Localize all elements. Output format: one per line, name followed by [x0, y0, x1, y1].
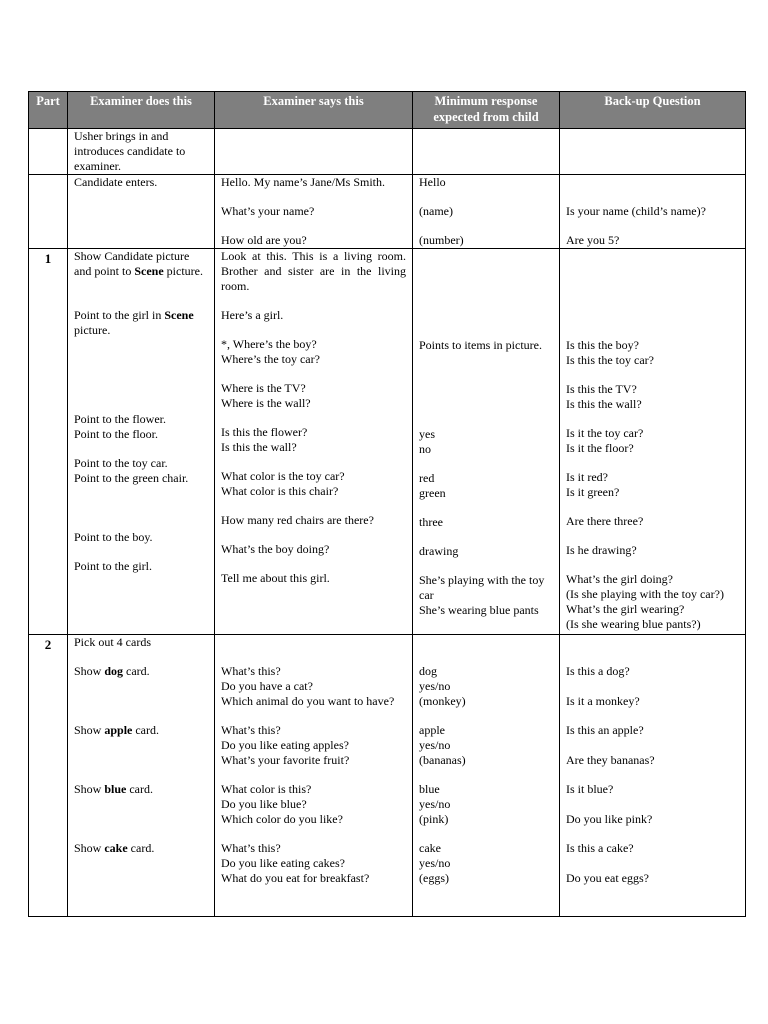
- part-number: 1: [29, 249, 68, 635]
- header-minimum-response: Minimum response expected from child: [413, 92, 560, 129]
- says-line: How old are you?: [221, 233, 307, 247]
- min-line: Hello: [419, 175, 446, 189]
- cell-says: What’s this? Do you have a cat? Which animal do you want to have? What’s this? Do you like eating apples? What’s your favorite fruit? What color is this? Do you like blue? Which color do you like? What’s this? Do you like eating cakes? What do you eat for breakfast?: [215, 635, 413, 917]
- cell-backup: [560, 175, 746, 249]
- says-line: Hello. My name’s Jane/Ms Smith.: [221, 175, 385, 189]
- cell-does: Pick out 4 cards Show dog card. Show apple card. Show blue card. Show cake card.: [68, 635, 215, 917]
- cell-does: Show Candidate picture and point to Scene picture. Point to the girl in Scene picture. Point to the flower. Point to the floor. Point to the toy car. Point to the green chair. Point to the boy. Point to the girl.: [68, 249, 215, 635]
- header-backup-question: Back-up Question: [560, 92, 746, 129]
- backup-line: Are you 5?: [566, 233, 620, 247]
- header-examiner-says: Examiner says this: [215, 92, 413, 129]
- part-number: 2: [29, 635, 68, 917]
- min-line: (number): [419, 233, 464, 247]
- cell-says: [215, 175, 413, 249]
- says-line: What’s your name?: [221, 204, 315, 218]
- exam-script-table: [28, 91, 746, 917]
- cell-min: Points to items in picture. yes no red green three drawing She’s playing with the toy car She’s wearing blue pants: [413, 249, 560, 635]
- table-row: [29, 175, 746, 249]
- cell-says: Look at this. This is a living room. Brother and sister are in the living room. Here’s a girl. *, Where’s the boy? Where’s the toy car? Where is the TV? Where is the wall? Is this the flower? Is this the wall? What color is the toy car? What color is this chair? How many red chairs are there? What’s the boy doing? Tell me about this girl.: [215, 249, 413, 635]
- header-part: Part: [29, 92, 68, 129]
- table-row-part-2: [29, 635, 746, 917]
- header-row: [29, 92, 746, 129]
- backup-line: Is your name (child’s name)?: [566, 204, 706, 218]
- table-row-part-1: [29, 249, 746, 635]
- cell-does: Usher brings in and introduces candidate to examiner.: [68, 129, 215, 175]
- cell-min: [413, 175, 560, 249]
- exam-script-page: [28, 91, 745, 917]
- cell-backup: Is this the boy? Is this the toy car? Is this the TV? Is this the wall? Is it the toy car? Is it the floor? Is it red? Is it green? Are there three? Is he drawing? What’s the girl doing? (Is she playing with the toy car?) What’s the girl wearing? (Is she wearing blue pants?): [560, 249, 746, 635]
- min-line: (name): [419, 204, 453, 218]
- header-examiner-does: Examiner does this: [68, 92, 215, 129]
- table-row: [29, 129, 746, 175]
- cell-min: dog yes/no (monkey) apple yes/no (bananas) blue yes/no (pink) cake yes/no (eggs): [413, 635, 560, 917]
- cell-backup: Is this a dog? Is it a monkey? Is this an apple? Are they bananas? Is it blue? Do you like pink? Is this a cake? Do you eat eggs?: [560, 635, 746, 917]
- cell-does: Candidate enters.: [68, 175, 215, 249]
